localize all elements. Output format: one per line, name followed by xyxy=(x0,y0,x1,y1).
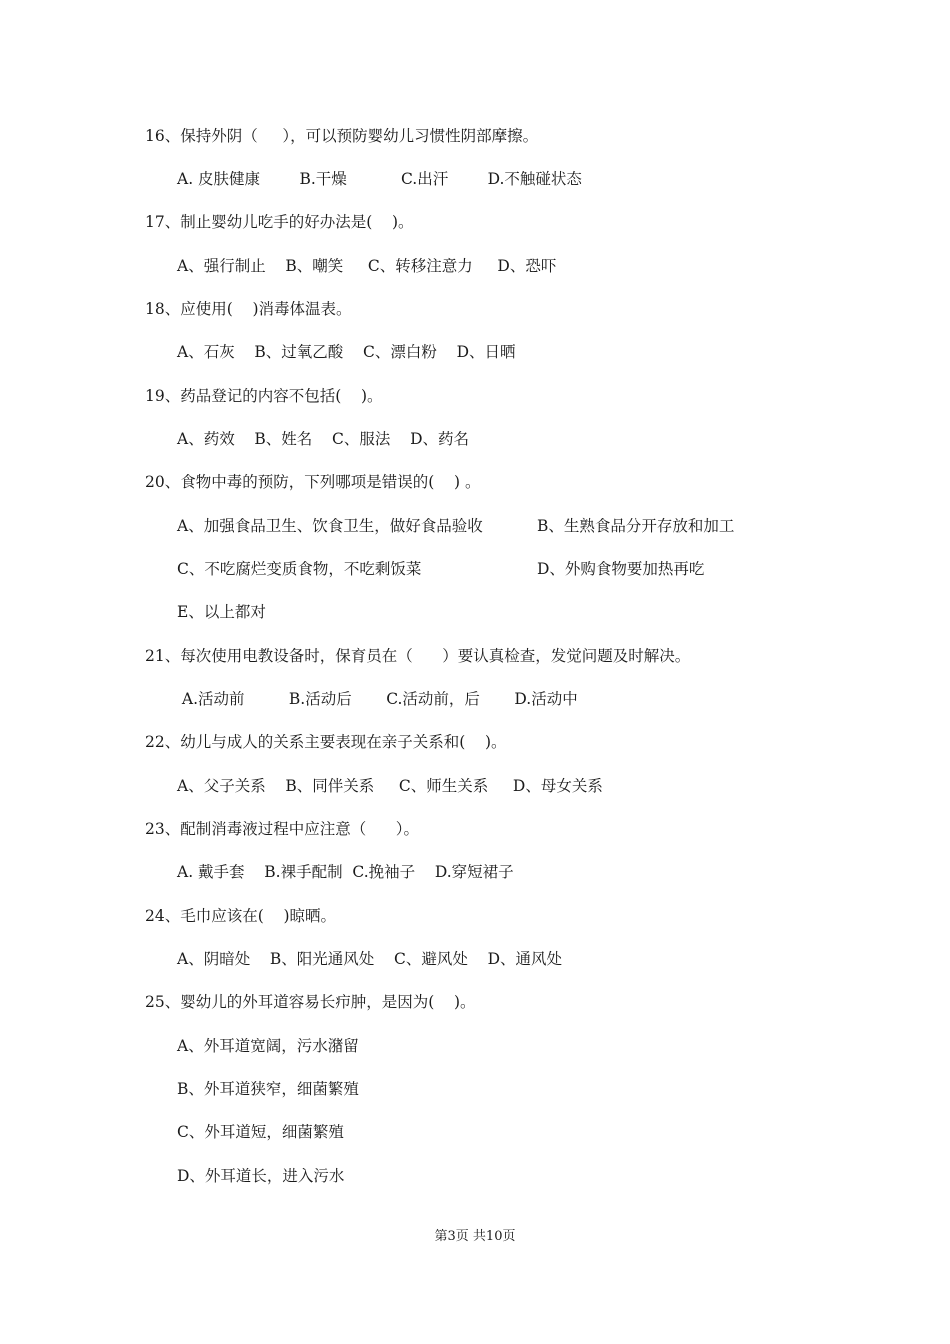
question-25-option-a: A、外耳道宽阔，污水潴留 xyxy=(177,1037,359,1055)
question-16: 16、保持外阴（ ），可以预防婴幼儿习惯性阴部摩擦。 xyxy=(145,127,539,145)
question-24: 24、毛巾应该在( )晾晒。 xyxy=(145,907,337,925)
question-25-option-d: D、外耳道长，进入污水 xyxy=(177,1167,345,1185)
question-23-options: A. 戴手套 B.裸手配制 C.挽袖子 D.穿短裙子 xyxy=(177,863,514,881)
question-17-options: A、强行制止 B、嘲笑 C、转移注意力 D、恐吓 xyxy=(177,257,557,275)
question-21: 21、每次使用电教设备时，保育员在（ ）要认真检查，发觉问题及时解决。 xyxy=(145,647,691,665)
question-20-option-d: D、外购食物要加热再吃 xyxy=(537,560,705,578)
question-21-options: A.活动前 B.活动后 C.活动前，后 D.活动中 xyxy=(177,690,578,708)
question-17: 17、制止婴幼儿吃手的好办法是( )。 xyxy=(145,213,414,231)
question-22-options: A、父子关系 B、同伴关系 C、师生关系 D、母女关系 xyxy=(177,777,603,795)
question-20: 20、食物中毒的预防，下列哪项是错误的( ) 。 xyxy=(145,473,481,491)
question-25: 25、婴幼儿的外耳道容易长疖肿，是因为( )。 xyxy=(145,993,476,1011)
question-22: 22、幼儿与成人的关系主要表现在亲子关系和( )。 xyxy=(145,733,507,751)
question-20-option-c: C、不吃腐烂变质食物，不吃剩饭菜 xyxy=(177,560,422,578)
question-19: 19、药品登记的内容不包括( )。 xyxy=(145,387,383,405)
question-18-options: A、石灰 B、过氧乙酸 C、漂白粉 D、日晒 xyxy=(177,343,516,361)
question-20-option-a: A、加强食品卫生、饮食卫生，做好食品验收 xyxy=(177,517,483,535)
question-24-options: A、阴暗处 B、阳光通风处 C、避风处 D、通风处 xyxy=(177,950,562,968)
page-number-footer: 第3页 共10页 xyxy=(434,1229,516,1244)
question-18: 18、应使用( )消毒体温表。 xyxy=(145,300,352,318)
question-25-option-c: C、外耳道短，细菌繁殖 xyxy=(177,1123,344,1141)
question-20-option-e: E、以上都对 xyxy=(177,603,266,621)
question-23: 23、配制消毒液过程中应注意（ ）。 xyxy=(145,820,420,838)
question-16-options: A. 皮肤健康 B.干燥 C.出汗 D.不触碰状态 xyxy=(177,170,582,188)
question-25-option-b: B、外耳道狭窄，细菌繁殖 xyxy=(177,1080,359,1098)
question-20-option-b: B、生熟食品分开存放和加工 xyxy=(537,517,735,535)
question-19-options: A、药效 B、姓名 C、服法 D、药名 xyxy=(177,430,469,448)
